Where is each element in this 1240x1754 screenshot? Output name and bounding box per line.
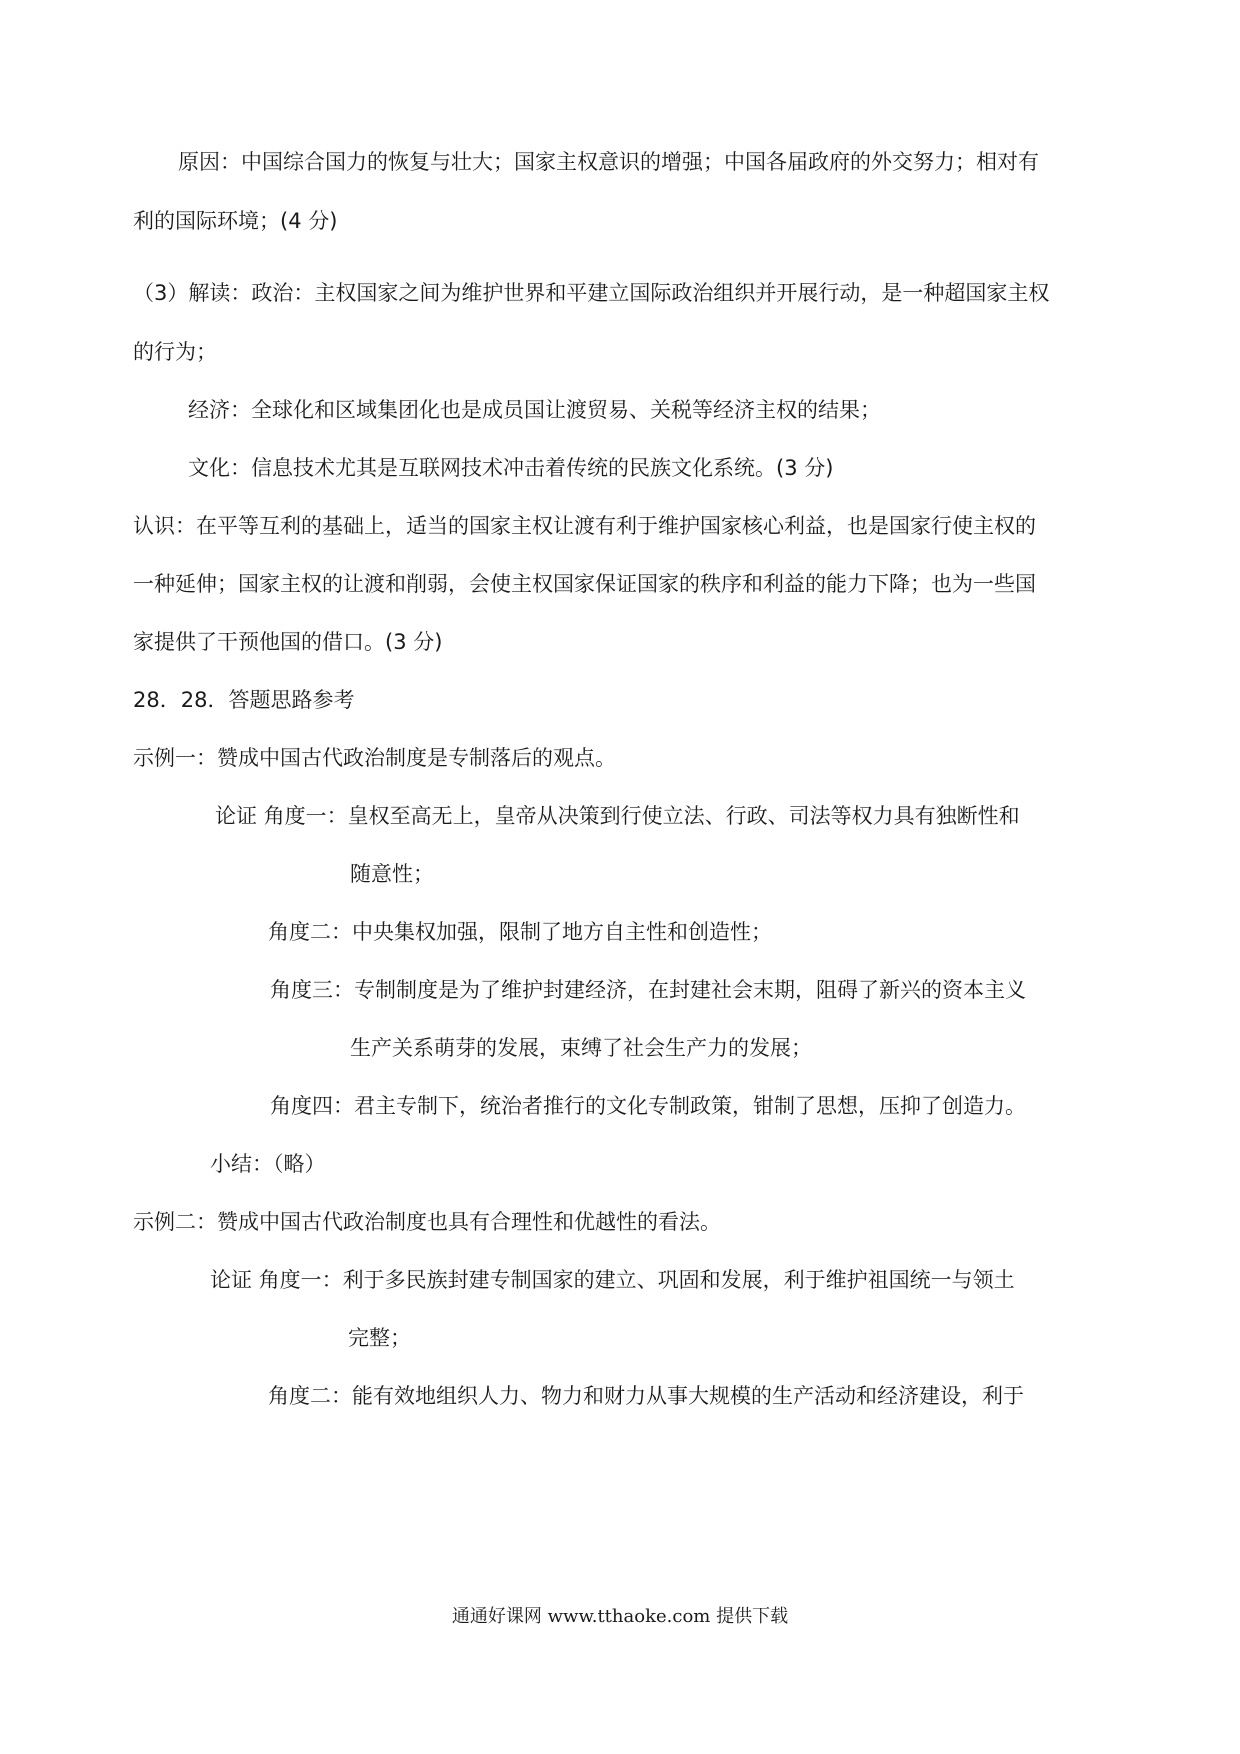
example1-angle3-line2: 生产关系萌芽的发展，束缚了社会生产力的发展； — [350, 1036, 812, 1060]
example1-angle2: 角度二：中央集权加强，限制了地方自主性和创造性； — [268, 920, 772, 944]
example1-angle4: 角度四：君主专制下，统治者推行的文化专制政策，钳制了思想，压抑了创造力。 — [270, 1094, 1026, 1118]
example2-angle1-line1: 论证 角度一：利于多民族封建专制国家的建立、巩固和发展，利于维护祖国统一与领土 — [210, 1268, 1015, 1292]
q27-insight-line3: 家提供了干预他国的借口。(3 分) — [133, 630, 443, 654]
q27-part3-line2: 的行为； — [133, 340, 217, 364]
q27-reason-line1: 原因：中国综合国力的恢复与壮大；国家主权意识的增强；中国各届政府的外交努力；相对有 — [178, 150, 1039, 174]
q27-insight-line1: 认识：在平等互利的基础上，适当的国家主权让渡有利于维护国家核心利益，也是国家行使主权的 — [133, 514, 1036, 538]
q27-part3-line1: （3）解读：政治：主权国家之间为维护世界和平建立国际政治组织并开展行动，是一种超国家主权 — [133, 281, 1050, 305]
q27-economy: 经济：全球化和区域集团化也是成员国让渡贸易、关税等经济主权的结果； — [188, 398, 881, 422]
example2-angle2-line1: 角度二：能有效地组织人力、物力和财力从事大规模的生产活动和经济建设，利于 — [268, 1384, 1024, 1408]
page-footer: 通通好课网 www.tthaoke.com 提供下载 — [451, 1606, 789, 1627]
example1-summary: 小结：（略） — [210, 1152, 326, 1176]
example1-angle1-line1: 论证 角度一：皇权至高无上，皇帝从决策到行使立法、行政、司法等权力具有独断性和 — [215, 804, 1020, 828]
example2-title: 示例二：赞成中国古代政治制度也具有合理性和优越性的看法。 — [133, 1210, 721, 1234]
q27-reason-line2: 利的国际环境；(4 分) — [133, 209, 338, 233]
q27-culture: 文化：信息技术尤其是互联网技术冲击着传统的民族文化系统。(3 分) — [188, 456, 834, 480]
example1-angle1-line2: 随意性； — [350, 862, 434, 886]
q28-heading: 28．28．答题思路参考 — [133, 688, 355, 712]
q27-insight-line2: 一种延伸；国家主权的让渡和削弱，会使主权国家保证国家的秩序和利益的能力下降；也为一些国 — [133, 572, 1036, 596]
example1-angle3-line1: 角度三：专制制度是为了维护封建经济，在封建社会末期，阻碍了新兴的资本主义 — [270, 978, 1026, 1002]
example2-angle1-line2: 完整； — [348, 1326, 411, 1350]
example1-title: 示例一：赞成中国古代政治制度是专制落后的观点。 — [133, 746, 616, 770]
